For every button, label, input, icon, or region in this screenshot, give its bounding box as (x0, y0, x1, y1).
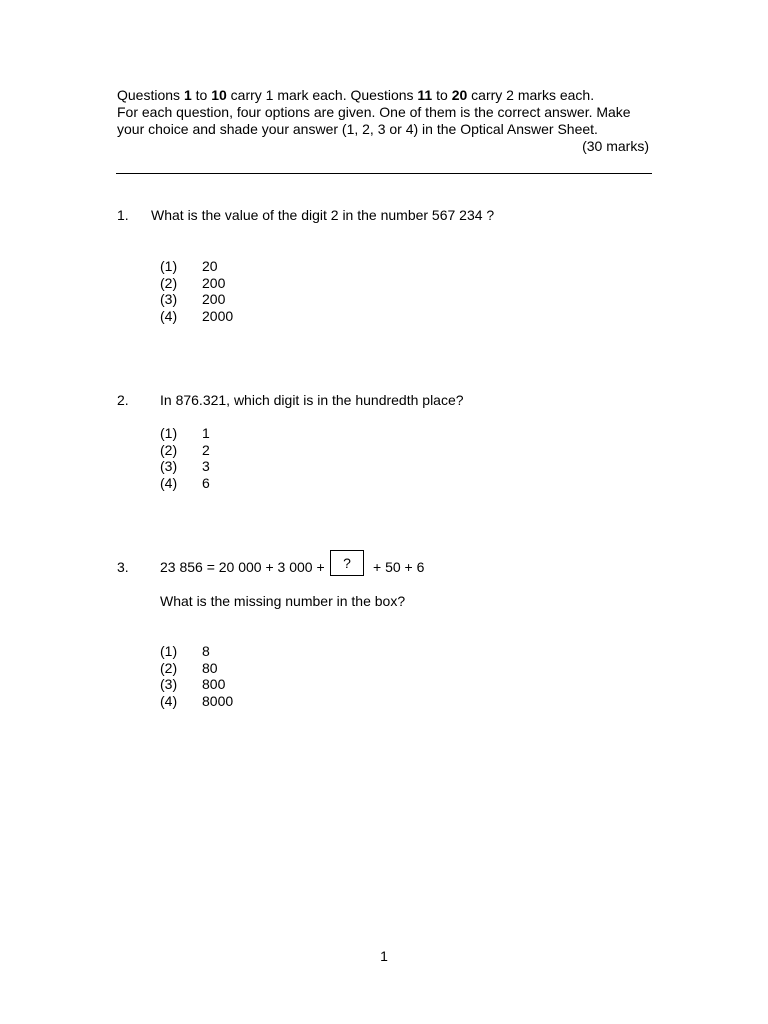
instr-text: carry 1 mark each. Questions (226, 87, 418, 103)
option-label: (3) (160, 676, 178, 692)
instr-text: to (432, 87, 452, 103)
option-label: (3) (160, 291, 178, 307)
option-value: 3 (202, 458, 210, 474)
instr-bold-number: 10 (211, 87, 227, 103)
instr-bold-number: 11 (417, 87, 433, 103)
total-marks: (30 marks) (582, 138, 649, 154)
option-label: (1) (160, 643, 178, 659)
option-value: 20 (202, 258, 218, 274)
question-text: What is the missing number in the box? (160, 593, 406, 609)
page-number: 1 (380, 948, 388, 964)
instructions-line-2: For each question, four options are given. One of them is the correct answer. Make (117, 104, 631, 120)
option-label: (3) (160, 458, 178, 474)
option-label: (4) (160, 307, 178, 324)
instr-bold-number: 1 (183, 87, 192, 103)
option-label: (4) (160, 474, 178, 491)
equation-left: 23 856 = 20 000 + 3 000 + (160, 559, 325, 575)
question-number: 2. (117, 392, 129, 408)
option-value: 1 (202, 425, 210, 441)
instr-bold-number: 20 (451, 87, 468, 103)
instr-text: carry 2 marks each. (467, 87, 595, 103)
instr-text: Questions (117, 87, 184, 103)
option-label: (2) (160, 659, 178, 676)
instructions-line-3: your choice and shade your answer (1, 2, 3 or 4) in the Optical Answer Sheet. (117, 121, 598, 137)
option-value: 800 (202, 676, 226, 692)
option-label: (2) (160, 441, 178, 458)
instr-text: to (191, 87, 212, 103)
option-value: 6 (202, 474, 210, 491)
question-text: What is the value of the digit 2 in the number 567 234 ? (151, 207, 495, 223)
option-label: (1) (160, 425, 178, 441)
divider (116, 173, 652, 174)
option-value: 2000 (202, 307, 234, 324)
option-value: 8000 (202, 692, 234, 709)
equation-right: + 50 + 6 (373, 559, 425, 575)
option-label: (4) (160, 692, 178, 709)
question-text: In 876.321, which digit is in the hundredth place? (160, 392, 464, 408)
option-label: (1) (160, 258, 178, 274)
question-number: 1. (117, 207, 129, 223)
option-value: 2 (202, 441, 210, 458)
option-label: (2) (160, 274, 178, 291)
missing-number-box: ? (330, 550, 364, 576)
option-value: 8 (202, 643, 210, 659)
option-value: 80 (202, 659, 218, 676)
option-value: 200 (202, 291, 226, 307)
option-value: 200 (202, 274, 226, 291)
question-number: 3. (117, 559, 129, 575)
instructions-line-1 (117, 87, 594, 104)
